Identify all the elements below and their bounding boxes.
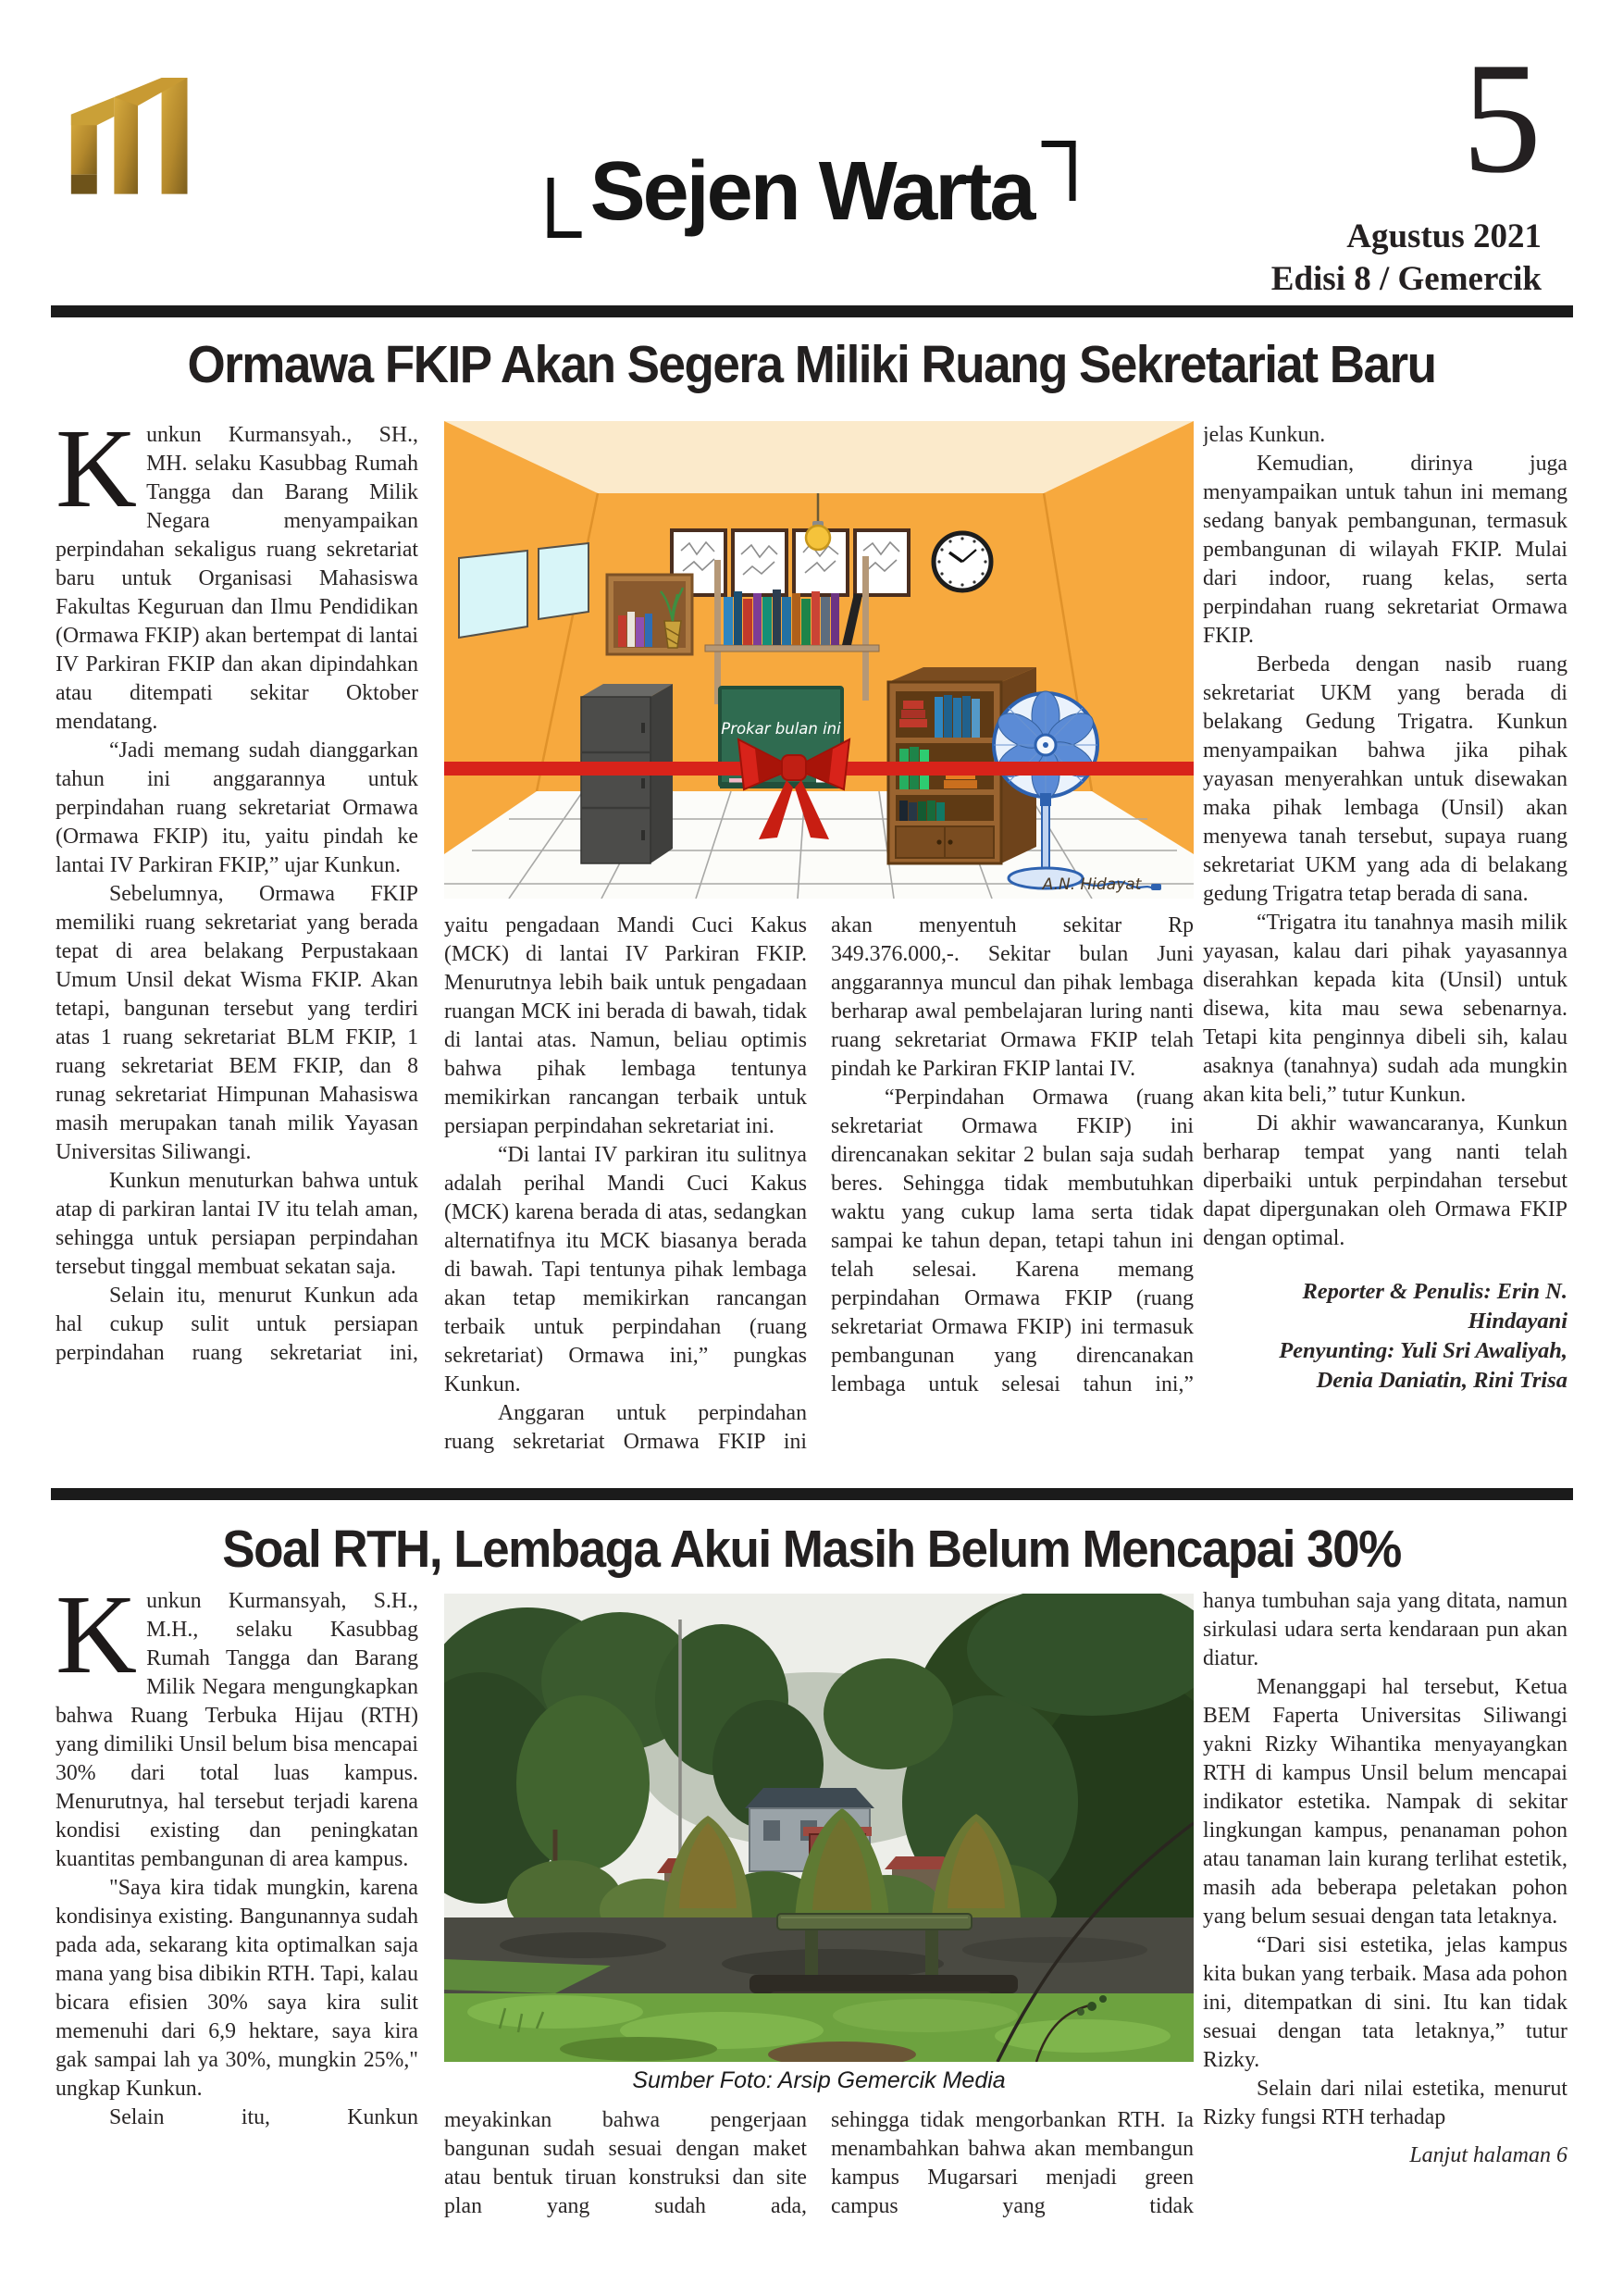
paragraph: unkun Kurmansyah, S.H., M.H., selaku Kasubbag Rumah Tangga dan Barang Milik Negara mengungkapkan bahwa Ruang Terbuka Hijau (RTH) yang dimiliki Unsil belum bisa mencapai 30% dari total luas kampus. Menurutnya, hal tersebut terjadi karena kondisi existing dan peningkatan kuantitas pembangunan di area kampus. bbox=[56, 1589, 418, 1871]
continuation-note: Lanjut halaman 6 bbox=[1409, 2143, 1567, 2167]
photo-caption: Sumber Foto: Arsip Gemercik Media bbox=[632, 2067, 1006, 2093]
gemercik-monogram-icon bbox=[67, 78, 196, 196]
article2-column-2 bbox=[444, 2106, 807, 2236]
paragraph: Berbeda dengan nasib ruang sekretariat UKM yang berada di belakang Gedung Trigatra. Kunkun menyampaikan bahwa jika pihak yayasan menyerahkan untuk disewakan maka pihak lembaga (Unsil) akan menyewa tanah tersebut, supaya ruang sekretariat UKM yang ada di belakang gedung Trigatra tetap berada di sana. bbox=[1203, 652, 1567, 906]
paragraph: Selain dari nilai estetika, menurut Rizky fungsi RTH terhadap bbox=[1203, 2077, 1567, 2129]
paragraph: Sebelumnya, Ormawa FKIP memiliki ruang sekretariat yang berada tepat di area belakang Perpustakaan Umum Unsil dekat Wisma FKIP. Akan tetapi, bangunan tersebut yang terdiri atas 1 ruang sekretariat BLM FKIP, 1 ruang sekretariat BEM FKIP, dan 8 runag sekretariat Himpunan Mahasiswa masih merupakan tanah milik Yayasan Universitas Siliwangi. bbox=[56, 882, 418, 1164]
paragraph: Selain itu, menurut Kunkun ada hal cukup sulit untuk persiapan perpindahan ruang sekretariat ini, bbox=[56, 1284, 418, 1365]
paragraph: hanya tumbuhan saja yang ditata, namun sirkulasi udara serta kendaraan pun akan diatur. bbox=[1203, 1589, 1567, 1670]
paragraph: “Trigatra itu tanahnya masih milik yayasan, kalau dari pihak yayasannya diserahkan kepada kita (Unsil) untuk disewa, kita mau sewa sebenarnya. Tetapi kita penginnya dibeli sih, kalau asaknya (tanahnya) sudah ada mungkin akan kita beli,” tutur Kunkun. bbox=[1203, 911, 1567, 1107]
article1-illustration bbox=[444, 421, 1194, 899]
paragraph: Anggaran untuk perpindahan ruang sekretariat Ormawa FKIP ini bbox=[444, 1401, 807, 1454]
header-rule bbox=[51, 305, 1573, 317]
paragraph: unkun Kurmansyah., SH., MH. selaku Kasubbag Rumah Tangga dan Barang Milik Negara menyampaikan perpindahan sekaligus ruang sekretariat baru untuk Organisasi Mahasiswa Fakultas Keguruan dan Ilmu Pendidikan (Ormawa FKIP) akan bertempat di lantai IV Parkiran FKIP dan akan dipindahkan atau ditempati sekitar Oktober mendatang. bbox=[56, 423, 418, 734]
paragraph: Menanggapi hal tersebut, Ketua BEM Faperta Universitas Siliwangi yakni Rizky Wihantika menyayangkan RTH di kampus Unsil belum mencapai indikator estetika. Nampak di sekitar lingkungan kampus, penanaman pohon atau tanaman lain kurang terlihat estetik, masih ada beberapa peletakan pohon yang belum sesuai dengan tata letaknya. bbox=[1203, 1675, 1567, 1929]
article2-column-4 bbox=[1203, 1587, 1567, 2244]
page-number: 5 bbox=[1462, 31, 1542, 206]
paragraph: “Jadi memang sudah dianggarkan tahun ini anggarannya untuk perpindahan ruang sekretariat Ormawa (Ormawa FKIP) itu, yaitu pindah ke lantai IV Parkiran FKIP,” ujar Kunkun. bbox=[56, 738, 418, 877]
article1-column-3 bbox=[831, 912, 1194, 1490]
article2-dropcap: K bbox=[56, 1587, 138, 1697]
article1-headline: Ormawa FKIP Akan Segera Miliki Ruang Sekretariat Baru bbox=[187, 336, 1436, 394]
article2-headline: Soal RTH, Lembaga Akui Masih Belum Mencapai 30% bbox=[222, 1520, 1401, 1579]
paragraph: Kemudian, dirinya juga menyampaikan untuk tahun ini memang sedang banyak pembangunan, termasuk pembangunan di wilayah FKIP. Mulai dari indoor, ruang kelas, serta perpindahan ruang sekretariat Ormawa FKIP. bbox=[1203, 452, 1567, 648]
bracket-right-icon bbox=[1041, 141, 1075, 201]
paragraph: Di akhir wawancaranya, Kunkun berharap tempat yang nanti telah diperbaiki untuk perpindahan tersebut dapat dipergunakan oleh Ormawa FKIP dengan optimal. bbox=[1203, 1111, 1567, 1250]
wall-clock-icon bbox=[934, 533, 991, 590]
article1-column-2 bbox=[444, 912, 807, 1490]
chalkboard-text: Prokar bulan ini bbox=[721, 720, 841, 738]
section-divider bbox=[51, 1488, 1573, 1500]
paragraph: akan menyentuh sekitar Rp 349.376.000,-. Sekitar bulan Juni anggarannya muncul dan pihak lembaga berharap awal pembelajaran luring nanti ruang sekretariat Ormawa FKIP telah pindah ke Parkiran FKIP lantai IV. bbox=[831, 913, 1194, 1081]
conical-shrubs bbox=[663, 1808, 1021, 1921]
illustrator-signature: A.N. Hidayat bbox=[1042, 875, 1142, 894]
secretariat-room-illustration bbox=[444, 421, 1194, 899]
edition-label: Edisi 8 / Gemercik bbox=[1270, 260, 1542, 298]
paragraph: "Saya kira tidak mungkin, karena kondisinya existing. Bangunannya sudah pada ada, sekarang kita optimalkan saja mana yang bisa dibikin RTH. Tapi, kalau bicara efisien 30% saya kira sulit memenuhi dari 6,9 hektare, saya kira gak sampai lah ya 30%, mungkin 25%," ungkap Kunkun. bbox=[56, 1876, 418, 2101]
wall-cabinet-icon bbox=[607, 575, 692, 654]
article1-byline: Reporter & Penulis: Erin N. Hindayani Penyunting: Yuli Sri Awaliyah, Denia Daniatin, Rini Trisa bbox=[1279, 1279, 1567, 1393]
article1-column-1 bbox=[56, 421, 418, 1485]
campus-green-space-photo bbox=[444, 1594, 1194, 2062]
article2-photo bbox=[444, 1594, 1194, 2062]
paragraph: Kunkun menuturkan bahwa untuk atap di parkiran lantai IV itu telah aman, sehingga untuk persiapan perpindahan tersebut tinggal membuat sekatan saja. bbox=[56, 1169, 418, 1279]
paragraph: meyakinkan bahwa pengerjaan bangunan sudah sesuai dengan maket atau bentuk tiruan konstruksi dan site plan yang sudah ada, bbox=[444, 2108, 807, 2218]
paragraph: “Dari sisi estetika, jelas kampus kita bukan yang terbaik. Masa ada pohon ini, ditempatkan di sini. Itu kan tidak sesuai dengan tata letaknya,” tutur Rizky. bbox=[1203, 1933, 1567, 2072]
paragraph: “Di lantai IV parkiran itu sulitnya adalah perihal Mandi Cuci Kakus (MCK) karena berada di atas, sedangkan alternatifnya itu MCK biasanya berada di bawah. Tapi tentunya pihak lembaga akan tetap memikirkan rancangan terbaik untuk perpindahan (ruang sekretariat) Ormawa ini,” pungkas Kunkun. bbox=[444, 1143, 807, 1396]
masthead bbox=[548, 144, 1076, 240]
gemercik-logo bbox=[67, 78, 196, 196]
paragraph: “Perpindahan Ormawa (ruang sekretariat Ormawa FKIP) ini direncanakan sekitar 2 bulan saja sudah beres. Sehingga tidak membutuhkan waktu yang cukup lama serta tidak sampai ke tahun depan, tetapi tahun ini telah selesai. Karena memang perpindahan Ormawa FKIP (ruang sekretariat Ormawa FKIP) ini termasuk pembangunan yang direncanakan lembaga untuk selesai tahun ini,” bbox=[831, 1086, 1194, 1396]
bracket-left-icon bbox=[548, 178, 582, 238]
article2-column-3 bbox=[831, 2106, 1194, 2236]
paragraph: jelas Kunkun. bbox=[1203, 423, 1326, 447]
masthead-title: Sejen Warta bbox=[589, 145, 1034, 238]
article2-column-1 bbox=[56, 1587, 418, 2226]
paragraph: Selain itu, Kunkun bbox=[109, 2105, 418, 2129]
paragraph: sehingga tidak mengorbankan RTH. Ia menambahkan bahwa akan membangun kampus Mugarsari menjadi green campus yang tidak bbox=[831, 2108, 1194, 2218]
article1-column-4 bbox=[1203, 421, 1567, 1495]
issue-date: Agustus 2021 bbox=[1346, 217, 1542, 255]
paragraph: yaitu pengadaan Mandi Cuci Kakus (MCK) di lantai IV Parkiran FKIP. Menurutnya lebih baik untuk pengadaan ruangan MCK ini berada di bawah, tidak di lantai atas. Namun, beliau optimis bahwa pihak lembaga tentunya memikirkan rancangan terbaik untuk persiapan perpindahan sekretariat ini. bbox=[444, 913, 807, 1138]
article1-dropcap: K bbox=[56, 421, 138, 531]
